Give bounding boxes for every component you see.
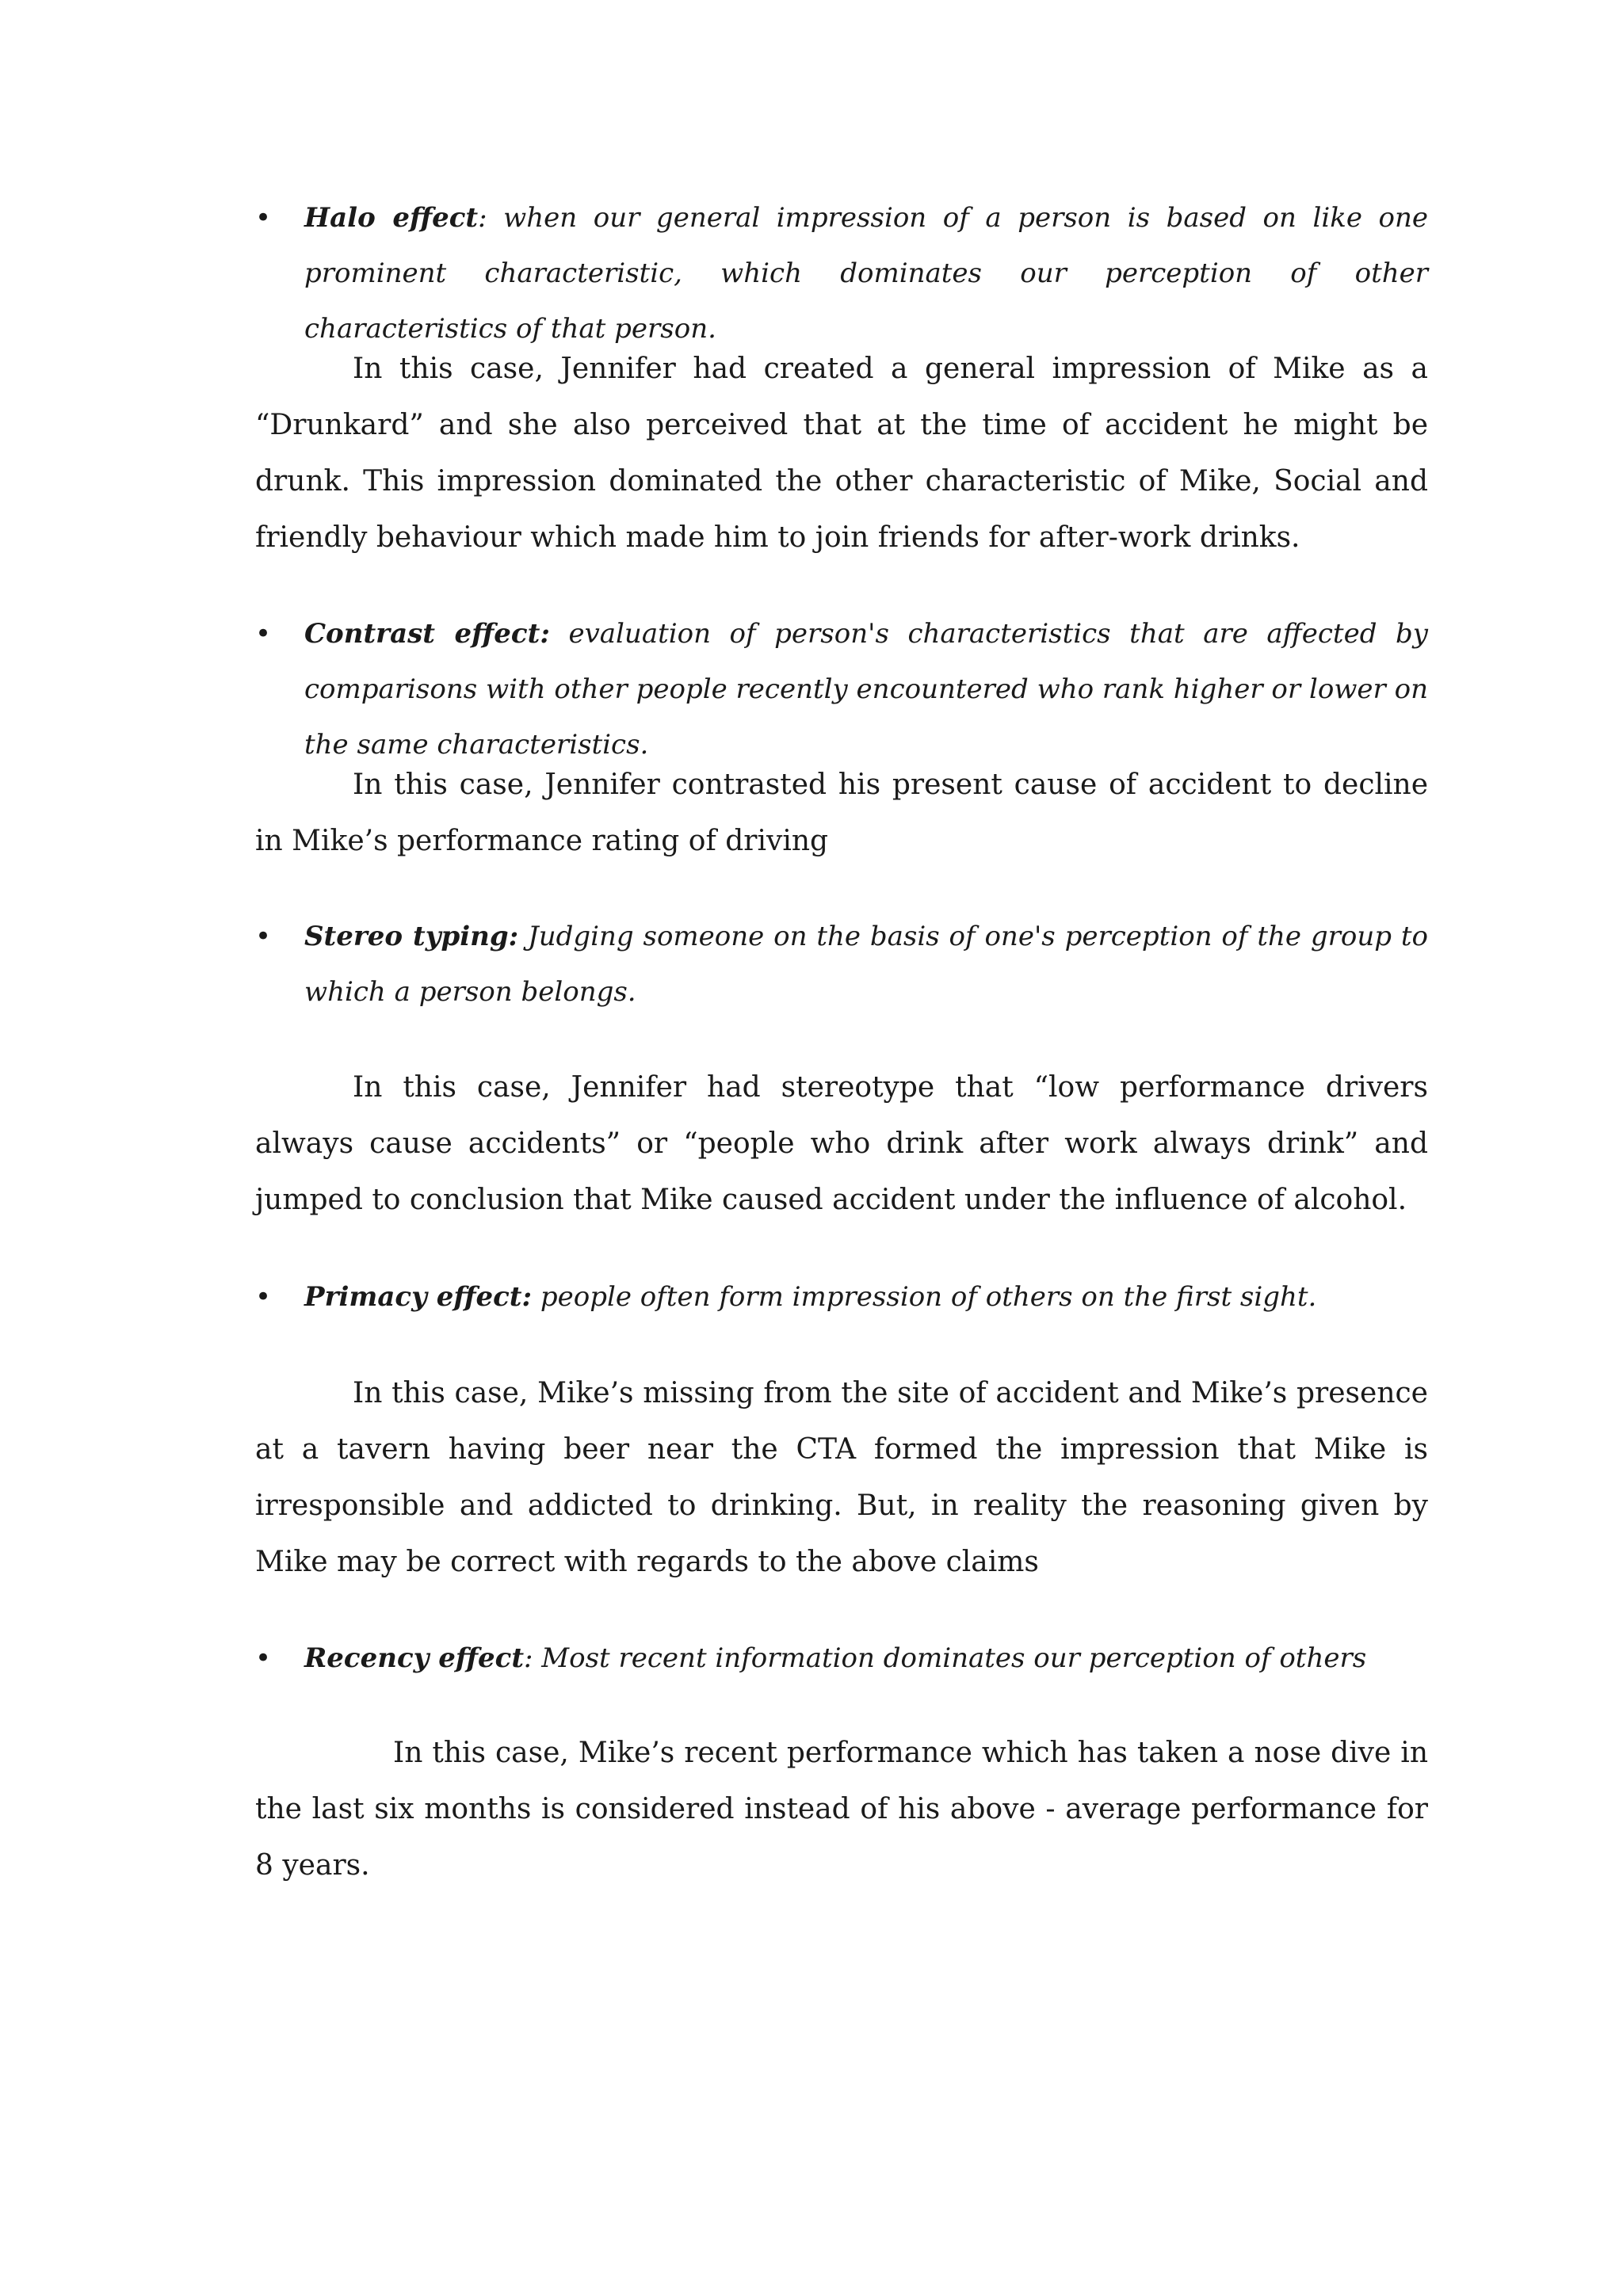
bullet-icon: • (255, 1281, 272, 1313)
body-paragraph: In this case, Mike’s recent performance which has taken a nose dive in the last six months is considered instead of his above - average performance for 8 years. (255, 1737, 1428, 1882)
halo-effect-paragraph (255, 341, 1428, 566)
body-paragraph: In this case, Mike’s missing from the site of accident and Mike’s presence at a tavern having beer near the CTA formed the impression that Mike is irresponsible and addicted to drinking. But, in reality the reasoning given by Mike may be correct with regards to the above claims (255, 1377, 1428, 1578)
bullet-item (255, 1269, 1428, 1325)
term-label: Contrast effect: (304, 618, 550, 650)
bullet-icon: • (255, 202, 272, 234)
term-label: Stereo typing: (304, 921, 519, 952)
term-label: Primacy effect: (304, 1281, 533, 1313)
stereo-typing-definition (255, 909, 1428, 1020)
term-label: Halo effect (304, 202, 479, 234)
term-suffix: : (524, 1642, 533, 1674)
definition-text: when our general impression of a person is based on like one prominent characteristic, which dominates our perception of other characteristics of that person. (304, 202, 1428, 345)
body-paragraph: In this case, Jennifer contrasted his present cause of accident to decline in Mike’s performance rating of driving (255, 769, 1428, 857)
halo-effect-definition (255, 190, 1428, 357)
definition-text: Most recent information dominates our perception of others (533, 1642, 1367, 1674)
contrast-effect-paragraph (255, 757, 1428, 869)
recency-effect-definition (255, 1630, 1428, 1686)
definition-text: evaluation of person's characteristics that are affected by comparisons with other people recently encountered who rank higher or lower on the same characteristics. (304, 618, 1429, 761)
bullet-icon: • (255, 618, 272, 650)
bullet-item (255, 606, 1428, 772)
term-label: Recency effect (304, 1642, 525, 1674)
primacy-effect-paragraph (255, 1365, 1428, 1590)
recency-effect-paragraph (255, 1725, 1428, 1894)
stereo-typing-paragraph (255, 1059, 1428, 1228)
bullet-icon: • (255, 1642, 272, 1674)
bullet-item (255, 909, 1428, 1020)
body-paragraph: In this case, Jennifer had stereotype that “low performance drivers always cause accidents” or “people who drink after work always drink” and jumped to conclusion that Mike caused accident under the influence of alcohol. (255, 1071, 1428, 1216)
definition-text: Judging someone on the basis of one's perception of the group to which a person belongs. (304, 921, 1428, 1008)
body-paragraph: In this case, Jennifer had created a general impression of Mike as a “Drunkard” and she also perceived that at the time of accident he might be drunk. This impression dominated the other characteristic of Mike, Social and friendly behaviour which made him to join friends for after-work drinks. (255, 353, 1428, 554)
bullet-icon: • (255, 921, 272, 952)
primacy-effect-definition (255, 1269, 1428, 1325)
bullet-item (255, 190, 1428, 357)
definition-text: people often form impression of others on the first sight. (532, 1281, 1317, 1313)
term-suffix: : (478, 202, 487, 234)
contrast-effect-definition (255, 606, 1428, 772)
bullet-item (255, 1630, 1428, 1686)
